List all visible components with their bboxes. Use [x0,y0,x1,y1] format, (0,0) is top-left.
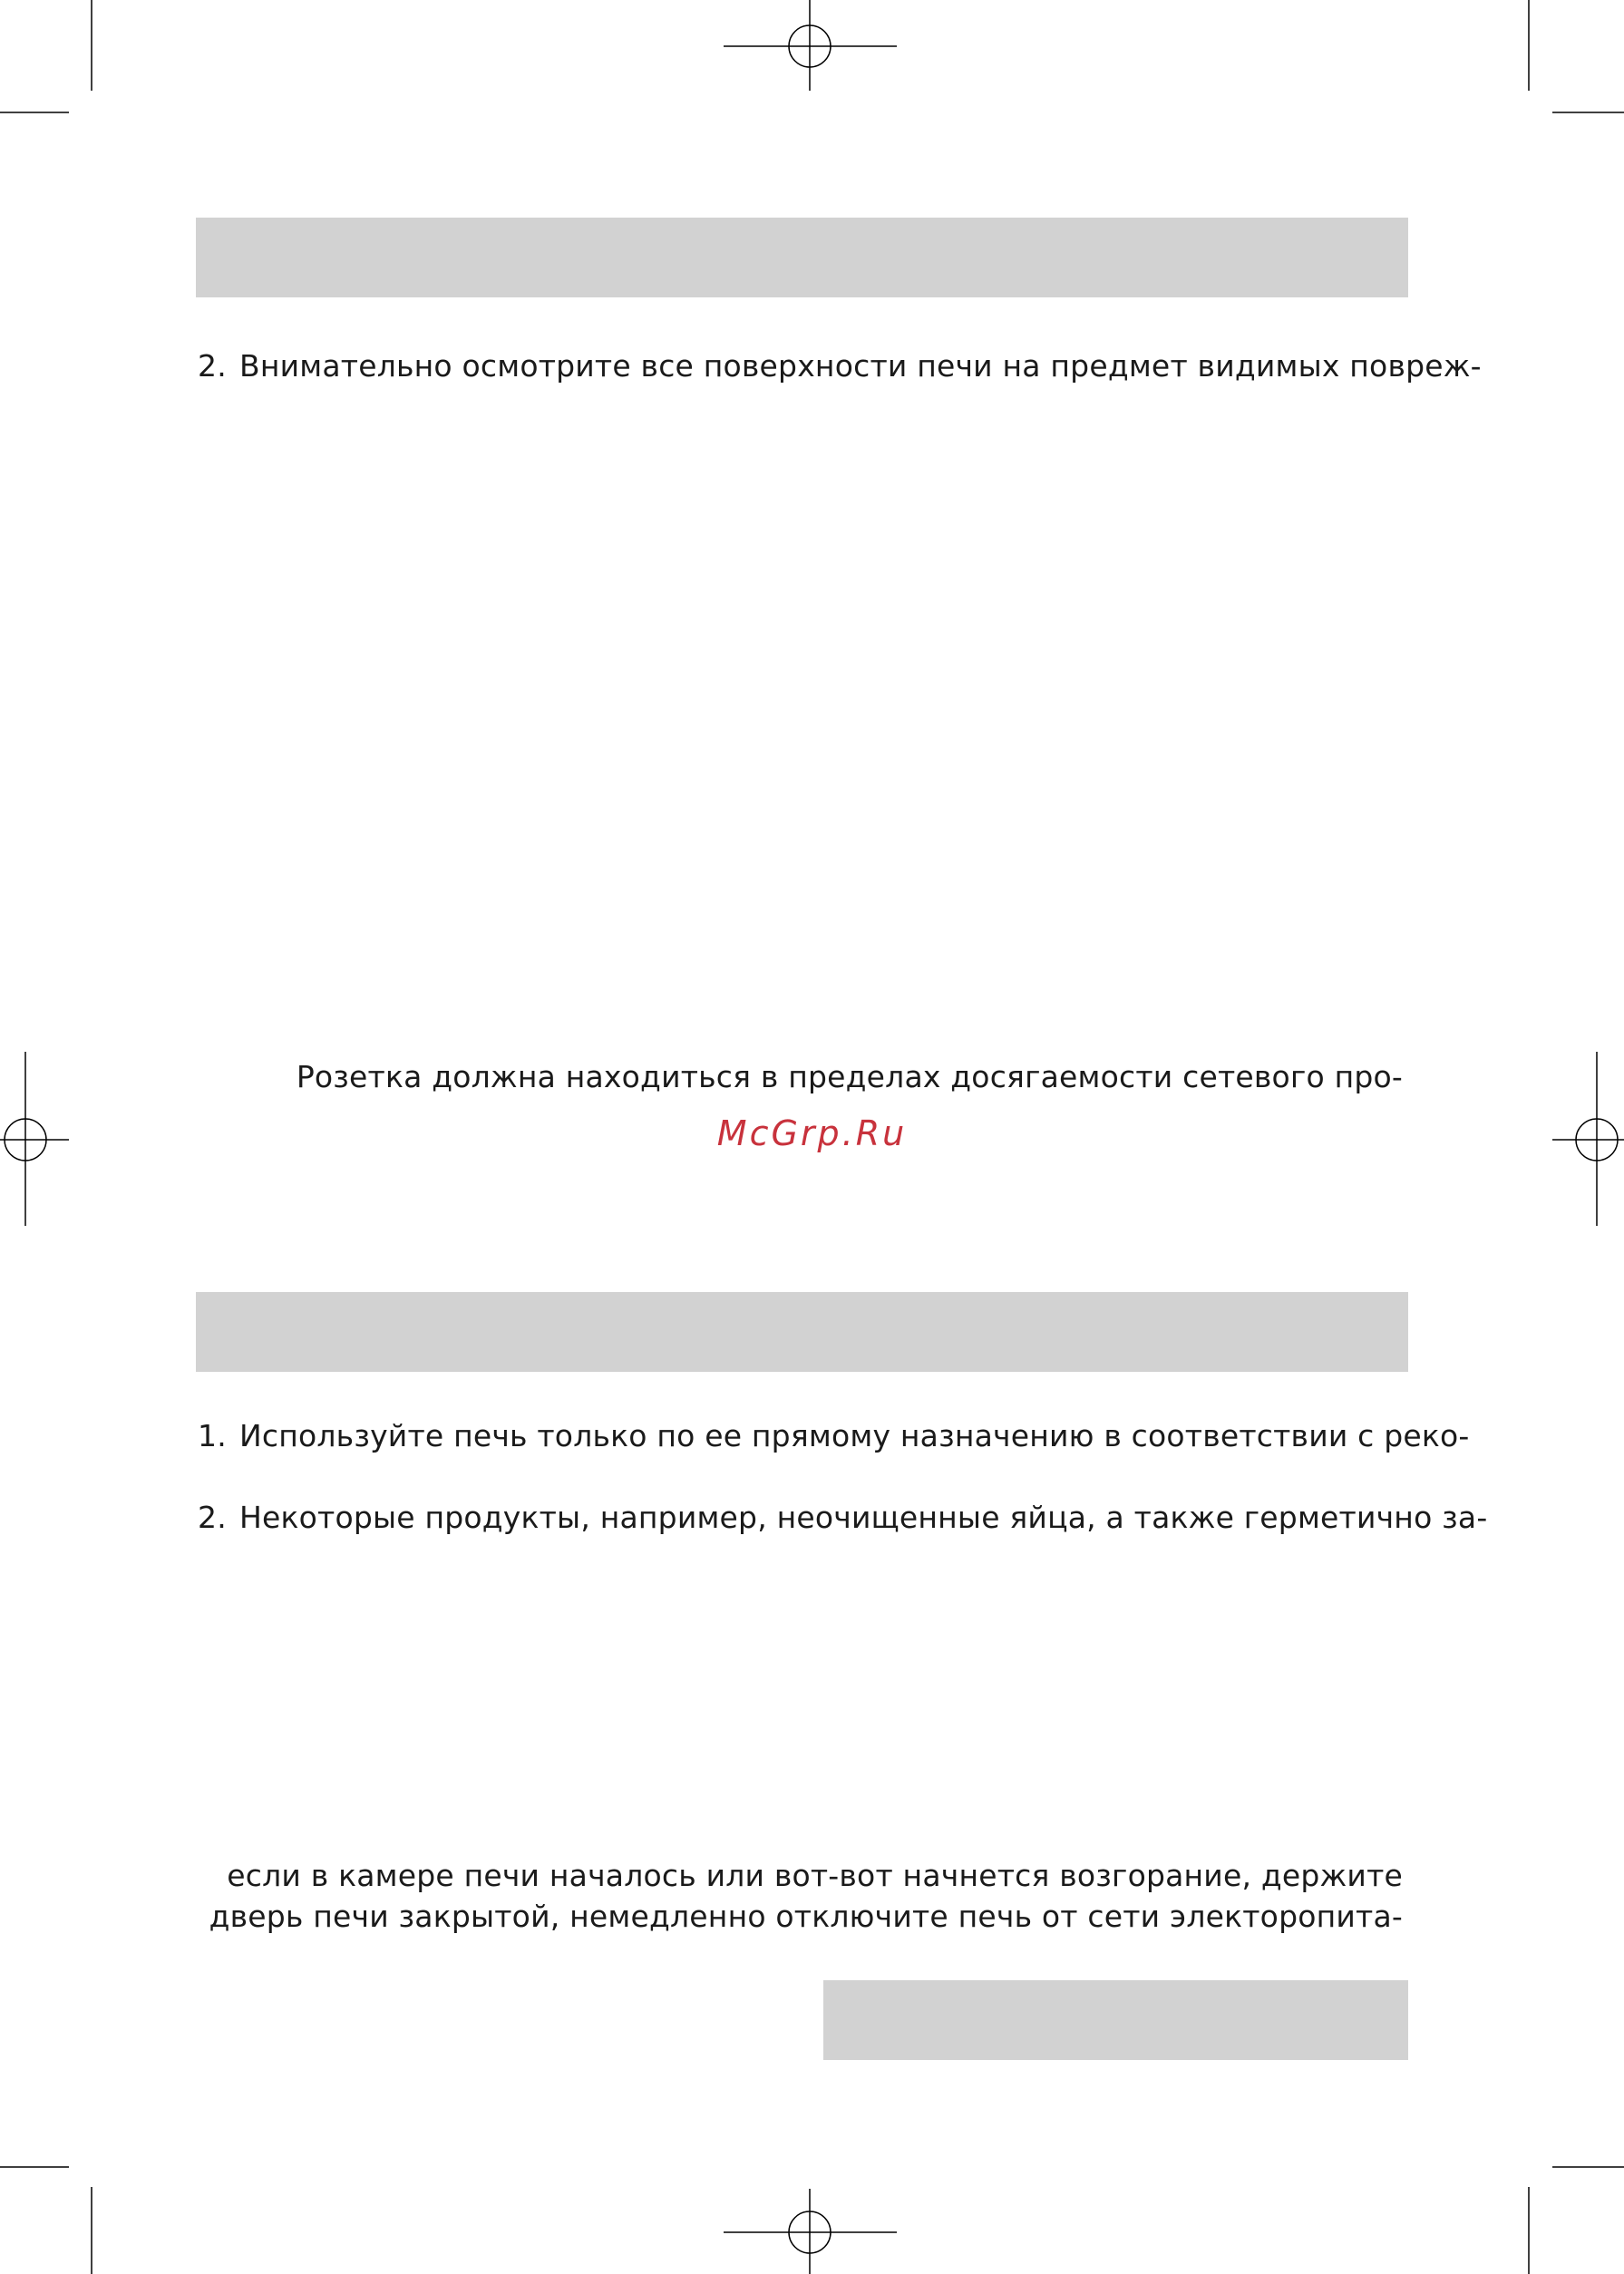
section-header-bar [196,218,1408,297]
list-item [198,345,1482,388]
list-item [198,1496,1487,1540]
list-item [198,1414,1470,1458]
paragraph-line: Розетка должна находиться в пределах досягаемости сетевого про- [296,1059,1403,1094]
list-item-number: 2. [198,348,227,384]
registration-mark-bottom-icon [724,2189,897,2274]
paragraph-line: если в камере печи началось или вот-вот начнется возгорание, держите [227,1858,1403,1893]
list-item-text: Некоторые продукты, например, неочищенные яйца, а также герметично за- [239,1500,1488,1535]
list-item-number: 2. [198,1500,227,1535]
paragraph-line: дверь печи закрытой, немедленно отключите печь от сети электоропита- [209,1899,1403,1934]
watermark: McGrp.Ru [716,1113,908,1153]
list-item-text: Используйте печь только по ее прямому назначению в соответствии с реко- [239,1418,1470,1453]
section-header-bar [823,1980,1408,2060]
list-item-text: Внимательно осмотрите все поверхности печи на предмет видимых повреж- [239,348,1482,384]
section-header-bar [196,1292,1408,1372]
list-item-number: 1. [198,1418,227,1453]
registration-mark-top-icon [724,0,897,91]
